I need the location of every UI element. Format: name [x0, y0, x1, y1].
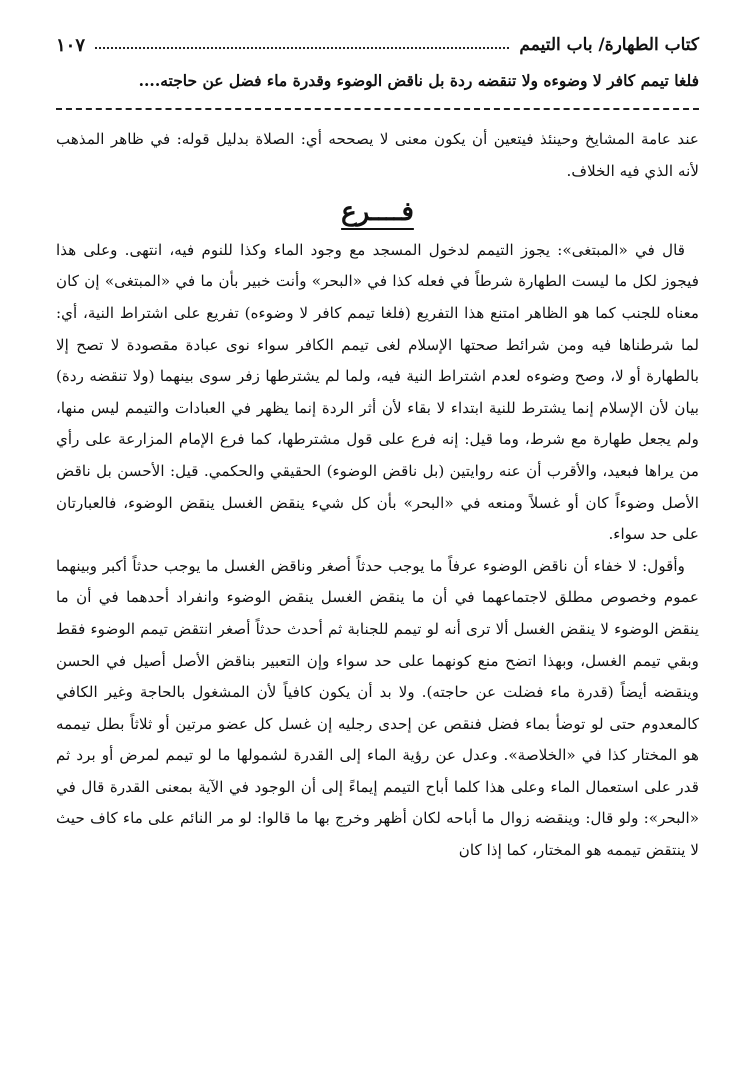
- commentary-paragraph: عند عامة المشايخ وحينئذ فيتعين أن يكون معنى لا يصححه أي: الصلاة بدليل قوله: في ظاهر المذهب لأنه الذي فيه الخلاف.: [56, 130, 699, 180]
- section-title: فــــرع: [341, 197, 414, 228]
- header-leader-dots: [95, 47, 509, 49]
- matn-separator-rule: [56, 108, 699, 110]
- commentary-body: [56, 124, 699, 867]
- page-header: [56, 30, 699, 60]
- page-number: ١٠٧: [56, 34, 86, 56]
- matn-text: فلغا تيمم كافر لا وضوءه ولا تنقضه ردة بل ناقض الوضوء وقدرة ماء فضل عن حاجته....: [138, 71, 699, 90]
- commentary-paragraph: وأقول: لا خفاء أن ناقض الوضوء عرفاً ما يوجب حدثاً أصغر وناقض الغسل ما يوجب حدثاً أكبر وبينهما عموم وخصوص مطلق لاجتماعهما في أن ما ينقض الغسل ينقض الوضوء وانفراد أحدهما في أن ما ينقض الوضوء لا ينقض الغسل ألا ترى أنه لو تيمم للجنابة ثم أحدث حدثاً أصغر انتقض تيمم الوضوء فقط وبقي تيمم الغسل، وبهذا اتضح منع كونهما على حد سواء وإن التعبير بناقض الأصل أصيل في الحسن وينقضه أيضاً (قدرة ماء فضلت عن حاجته). ولا بد أن يكون كافياً لأن المشغول بالحاجة وغير الكافي كالمعدوم حتى لو توضأ بماء فضل فنقص عن إحدى رجليه إن غسل كل عضو مرتين أو ثلاثاً بطل تيممه هو المختار كذا في «الخلاصة». وعدل عن رؤية الماء إلى القدرة لشمولها ما لو تيمم لمرض أو برد ثم قدر على استعمال الماء وعلى هذا كلما أباح التيمم إيماءً إلى أن الوجود في الآية بمعنى القدرة قال في «البحر»: ولو قال: وينقضه زوال ما أباحه لكان أظهر وخرج بها ما قالوا: لو مر النائم على ماء كاف حيث لا ينتقض تيممه هو المختار، كما إذا كان: [56, 556, 699, 860]
- running-title: كتاب الطهارة/ باب التيمم: [519, 35, 699, 55]
- commentary-paragraph: قال في «المبتغى»: يجوز التيمم لدخول المسجد مع وجود الماء وكذا للنوم فيه، انتهى. وعلى هذا فيجوز لكل ما ليست الطهارة شرطاً في فعله كذا في «البحر» وأنت خبير بأن ما في «المبتغى» إن كان معناه للجنب كما هو الظاهر امتنع هذا التفريع (فلغا تيمم كافر لا وضوءه) تفريع على اشتراط النية، أي: لما شرطناها فيه ومن شرائط صحتها الإسلام لغى تيمم الكافر سواء نوى عبادة مقصودة لا تصح إلا بالطهارة أو لا، وصح وضوءه لعدم اشتراط النية فيه، ولما لم يشترطها زفر سوى بينهما (ولا تنقضه ردة) بيان لأن الإسلام إنما يشترط للنية ابتداء لا بقاء لأن أثر الردة إنما يظهر في العبادات والتيمم ليس منها، ولم يجعل طهارة مع شرط، وما قيل: إنه فرع على قول مشترطها، كما فرع الإمام المزارعة على رأي من يراها فبعيد، والأقرب أن عنه روايتين (بل ناقض الوضوء) الحقيقي والحكمي. قيل: الأحسن بل ناقض الأصل وضوءاً كان أو غسلاً ومنعه في «البحر» بأن كل شيء ينقض الغسل ينقض الوضوء، فالعبارتان على حد سواء.: [56, 240, 699, 544]
